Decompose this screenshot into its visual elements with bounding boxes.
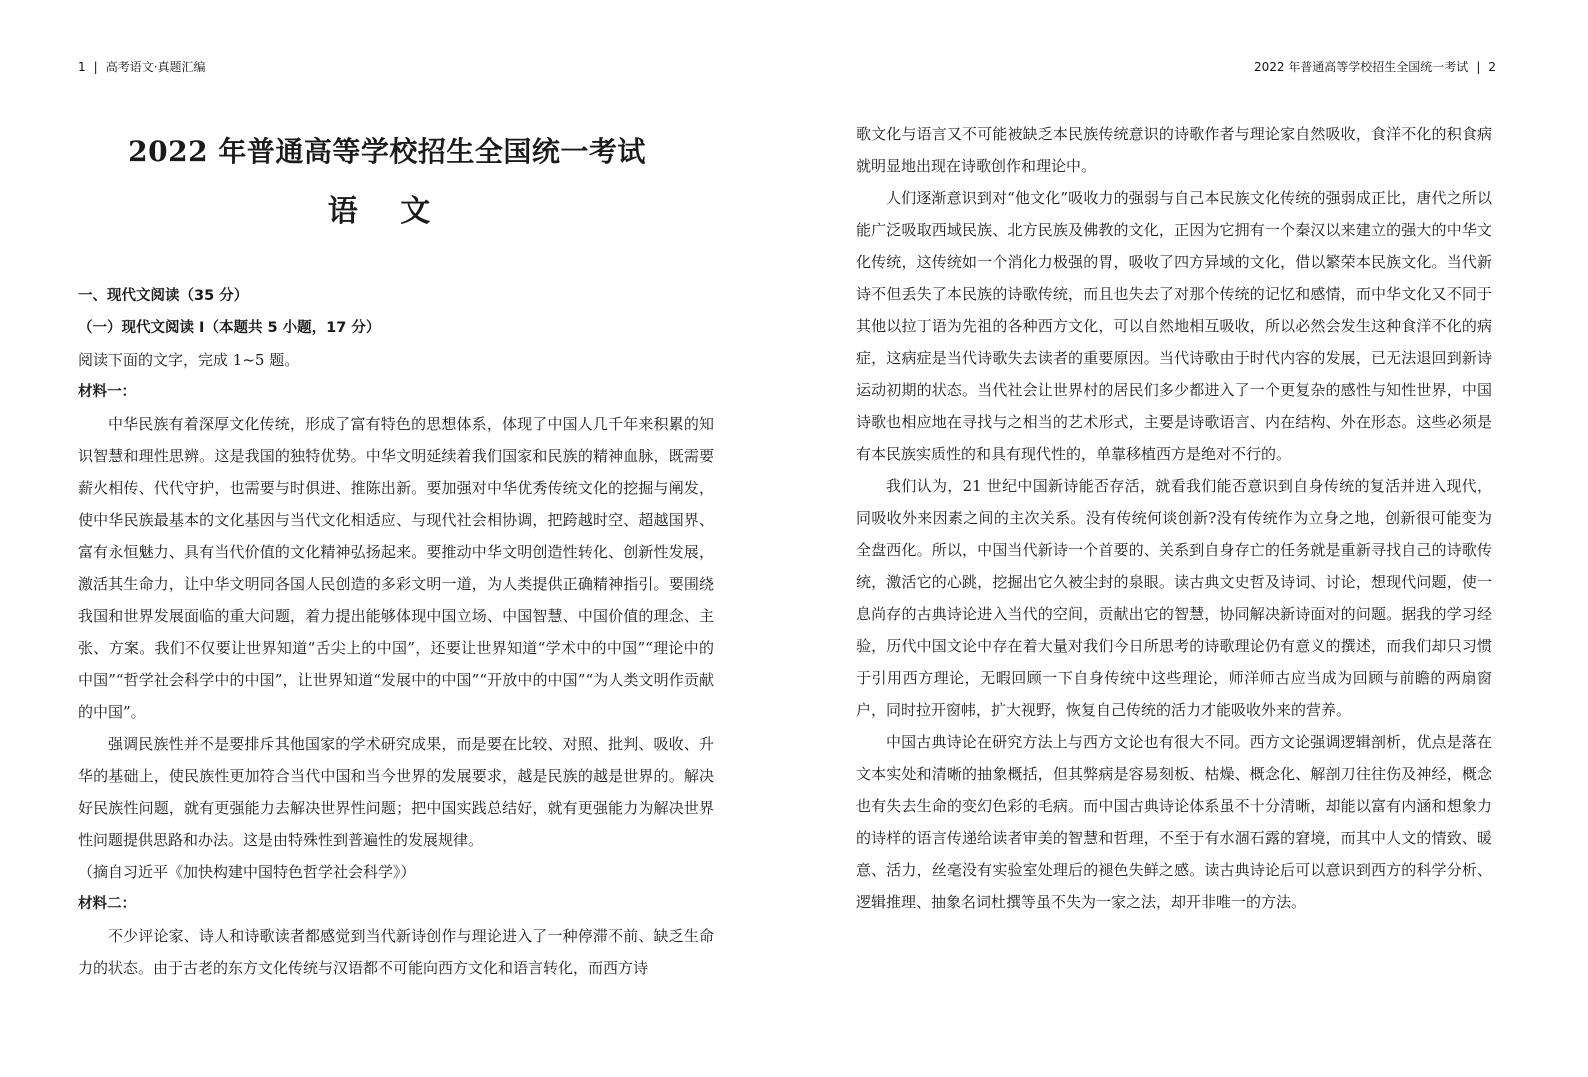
running-head-title: 高考语文·真题汇编 [105, 60, 206, 74]
body-paragraph: 中国古典诗论在研究方法上与西方文论也有很大不同。西方文论强调逻辑剖析，优点是落在文本实处和清晰的抽象概括，但其弊病是容易刻板、枯燥、概念化、解剖刀往往伤及神经，概念也有失去生命的变幻色彩的毛病。而中国古典诗论体系虽不十分清晰，却能以富有内涵和想象力的诗样的语言传递给读者审美的智慧和哲理，不至于有水涸石露的窘境，而其中人文的情致、暖意、活力，丝毫没有实验室处理后的褪色失鲜之感。读古典诗论后可以意识到西方的科学分析、逻辑推理、抽象名词杜撰等虽不失为一家之法，却开非唯一的方法。 [856, 733, 1492, 911]
right-text-column [856, 118, 1492, 918]
page-number: 1 [78, 60, 86, 74]
material-one-source: （摘自习近平《加快构建中国特色哲学社会科学》） [78, 863, 416, 881]
left-running-header [78, 58, 206, 75]
exam-title: 2022 年普通高等学校招生全国统一考试 [128, 135, 646, 168]
title-block [0, 130, 794, 230]
header-separator: | [1476, 60, 1481, 74]
continuation-paragraph: 歌文化与语言又不可能被缺乏本民族传统意识的诗歌作者与理论家自然吸收，食洋不化的积食病就明显地出现在诗歌创作和理论中。 [856, 125, 1492, 175]
subject-title: 语 文 [327, 194, 447, 229]
page-number: 2 [1488, 60, 1496, 74]
material-one-paragraph: 强调民族性并不是要排斥其他国家的学术研究成果，而是要在比较、对照、批判、吸收、升华的基础上，使民族性更加符合当代中国和当今世界的发展要求，越是民族的越是世界的。解决好民族性问题，就有更强能力去解决世界性问题；把中国实践总结好，就有更强能力为解决世界性问题提供思路和办法。这是由特殊性到普遍性的发展规律。 [78, 735, 714, 849]
material-one-paragraph: 中华民族有着深厚文化传统，形成了富有特色的思想体系，体现了中国人几千年来积累的知识智慧和理性思辨。这是我国的独特优势。中华文明延续着我们国家和民族的精神血脉，既需要薪火相传、代代守护，也需要与时俱进、推陈出新。要加强对中华优秀传统文化的挖掘与阐发，使中华民族最基本的文化基因与当代文化相适应、与现代社会相协调，把跨越时空、超越国界、富有永恒魅力、具有当代价值的文化精神弘扬起来。要推动中华文明创造性转化、创新性发展，激活其生命力，让中华文明同各国人民创造的多彩文明一道，为人类提供正确精神指引。要围绕我国和世界发展面临的重大问题，着力提出能够体现中国立场、中国智慧、中国价值的理念、主张、方案。我们不仅要让世界知道“舌尖上的中国”，还要让世界知道“学术中的中国”“理论中的中国”“哲学社会科学中的中国”，让世界知道“发展中的中国”“开放中的中国”“为人类文明作贡献的中国”。 [78, 415, 714, 721]
section-heading: 一、现代文阅读（35 分） [78, 288, 249, 304]
left-text-column [78, 280, 714, 984]
header-separator: | [93, 60, 98, 74]
body-paragraph: 我们认为，21 世纪中国新诗能否存活，就看我们能否意识到自身传统的复活并进入现代，同吸收外来因素之间的主次关系。没有传统何谈创新?没有传统作为立身之地，创新很可能变为全盘西化。所以，中国当代新诗一个首要的、关系到自身存亡的任务就是重新寻找自己的诗歌传统，激活它的心跳，挖掘出它久被尘封的泉眼。读古典文史哲及诗词、讨论，想现代问题，使一息尚存的古典诗论进入当代的空间，贡献出它的智慧，协同解决新诗面对的问题。据我的学习经验，历代中国文论中存在着大量对我们今日所思考的诗歌理论仍有意义的撰述，而我们却只习惯于引用西方理论，无暇回顾一下自身传统中这些理论，师洋师古应当成为回顾与前瞻的两扇窗户，同时拉开窗帏，扩大视野，恢复自己传统的活力才能吸收外来的营养。 [856, 477, 1492, 719]
running-head-title: 2022 年普通高等学校招生全国统一考试 [1253, 60, 1469, 74]
instruction-text: 阅读下面的文字，完成 1~5 题。 [78, 351, 300, 369]
material-one-label: 材料一： [78, 384, 136, 400]
subsection-heading: （一）现代文阅读 Ⅰ（本题共 5 小题，17 分） [78, 320, 381, 336]
material-two-paragraph: 不少评论家、诗人和诗歌读者都感觉到当代新诗创作与理论进入了一种停滞不前、缺乏生命力的状态。由于古老的东方文化传统与汉语都不可能向西方文化和语言转化，而西方诗 [78, 927, 714, 977]
material-two-label: 材料二： [78, 896, 136, 912]
body-paragraph: 人们逐渐意识到对“他文化”吸收力的强弱与自己本民族文化传统的强弱成正比，唐代之所以能广泛吸取西域民族、北方民族及佛教的文化，正因为它拥有一个秦汉以来建立的强大的中华文化传统，这传统如一个消化力极强的胃，吸收了四方异域的文化，借以繁荣本民族文化。当代新诗不但丢失了本民族的诗歌传统，而且也失去了对那个传统的记忆和感情，而中华文化又不同于其他以拉丁语为先祖的各种西方文化，可以自然地相互吸收，所以必然会发生这种食洋不化的病症，这病症是当代诗歌失去读者的重要原因。当代诗歌由于时代内容的发展，已无法退回到新诗运动初期的状态。当代社会让世界村的居民们多少都进入了一个更复杂的感性与知性世界，中国诗歌也相应地在寻找与之相当的艺术形式，主要是诗歌语言、内在结构、外在形态。这些必须是有本民族实质性的和具有现代性的，单靠移植西方是绝对不行的。 [856, 189, 1492, 463]
right-page [794, 0, 1588, 1077]
right-running-header [1254, 58, 1496, 75]
